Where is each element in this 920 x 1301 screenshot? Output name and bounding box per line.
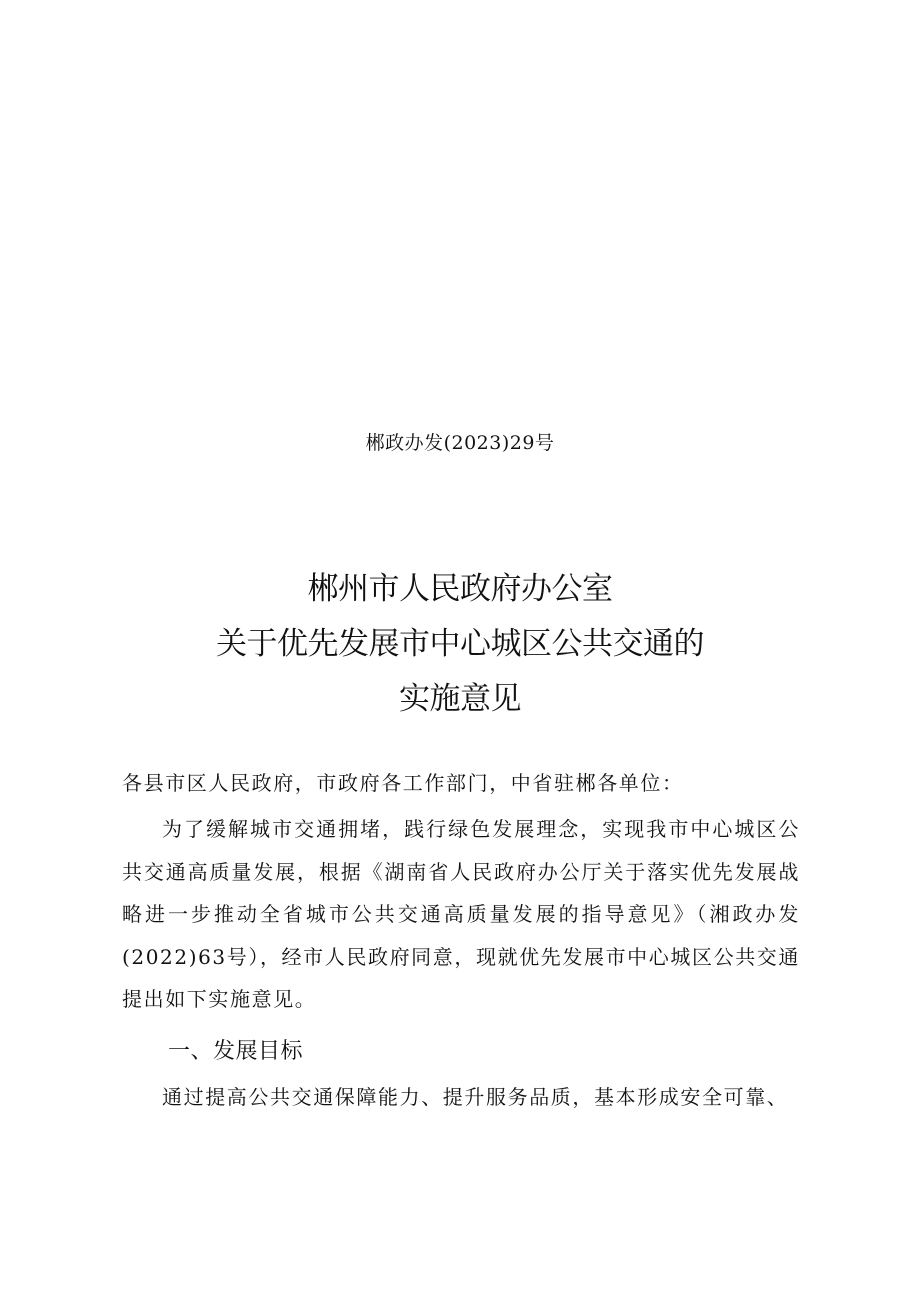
title-line-2: 关于优先发展市中心城区公共交通的	[216, 626, 704, 662]
document-title	[0, 562, 920, 727]
section-heading-goals: 一、发展目标	[168, 1039, 304, 1064]
title-line-3: 实施意见	[399, 681, 521, 717]
salutation: 各县市区人民政府，市政府各工作部门，中省驻郴各单位：	[122, 771, 684, 795]
title-line-1: 郴州市人民政府办公室	[307, 571, 613, 607]
paragraph-intro: 为了缓解城市交通拥堵，践行绿色发展理念，实现我市中心城区公共交通高质量发展，根据《湖南省人民政府办公厅关于落实优先发展战略进一步推动全省城市公共交通高质量发展的指导意见》（湘政办发(2022)63号），经市人民政府同意，现就优先发展市中心城区公共交通提出如下实施意见。	[122, 817, 800, 1011]
paragraph-goals: 通过提高公共交通保障能力、提升服务品质，基本形成安全可靠、	[162, 1085, 789, 1109]
document-number: 郴政办发(2023)29号	[365, 432, 555, 454]
